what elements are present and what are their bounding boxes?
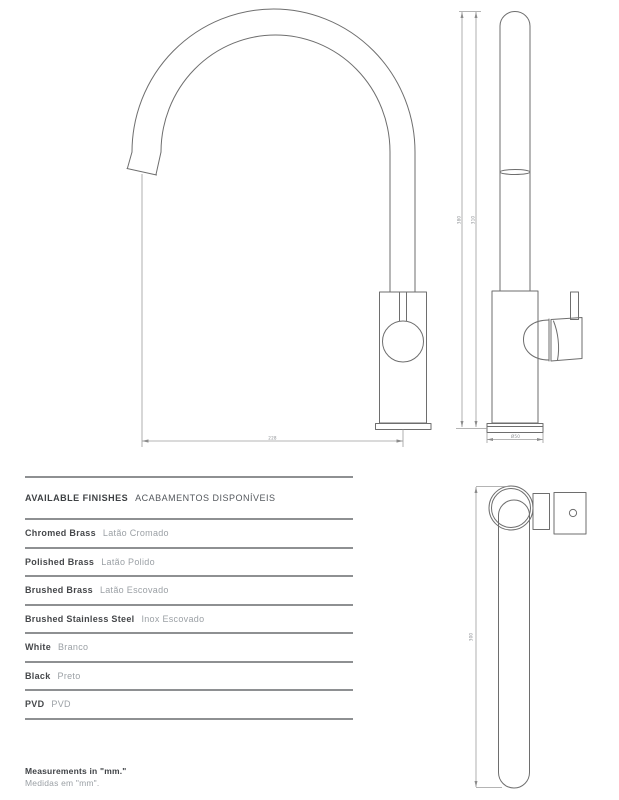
finish-name-pt: Branco <box>58 642 89 653</box>
arrowhead-right <box>397 439 404 442</box>
finish-name-en: Black <box>25 670 51 681</box>
top-view-drawing <box>489 486 586 788</box>
finish-name-pt: Latão Escovado <box>99 585 169 596</box>
finish-name-pt: Inox Escovado <box>141 613 205 624</box>
finish-name-en: White <box>25 642 51 653</box>
front-view-dimensions <box>142 174 403 447</box>
arrowhead-left <box>142 439 149 442</box>
finish-name-en: Polished Brass <box>25 556 95 567</box>
front-view-drawing <box>127 9 431 430</box>
spout-height-dimension-label: 310 <box>470 215 476 225</box>
arrowhead-down <box>475 421 478 427</box>
finish-row <box>25 604 353 633</box>
valve-body-outline <box>380 292 427 423</box>
side-view-drawing <box>487 12 582 433</box>
handle-bracket-outline <box>533 494 550 530</box>
side-base-flange-outline <box>487 424 543 433</box>
spout-tip-outline <box>127 152 161 175</box>
finish-name-pt: Preto <box>57 670 81 681</box>
finish-row <box>25 661 353 690</box>
spout-tube-outline <box>500 12 530 292</box>
handle-neck-curve <box>554 321 559 360</box>
finishes-table <box>25 476 353 720</box>
handle-joint-circle <box>383 321 424 362</box>
handle-end-square <box>554 493 586 535</box>
handle-tip-stub <box>571 292 579 320</box>
top-length-dimension-label: 300 <box>468 632 474 642</box>
handle-lever-outline <box>551 318 582 362</box>
spout-arch-outer-line <box>132 9 415 292</box>
finishes-header <box>25 476 353 518</box>
handle-boss-curve <box>524 320 550 360</box>
finishes-title-en: AVAILABLE FINISHES <box>25 493 129 503</box>
finish-row <box>25 632 353 661</box>
length-dimension-ticks <box>476 487 510 788</box>
finishes-title-pt: ACABAMENTOS DISPONÍVEIS <box>135 493 276 503</box>
tube-seam-line <box>500 170 530 175</box>
spout-arch-inner-line <box>161 35 390 292</box>
arrowhead-up <box>475 487 478 493</box>
finish-name-en: Chromed Brass <box>25 528 96 539</box>
arrowhead-up <box>461 12 464 18</box>
cartridge-stem-lines <box>400 292 407 321</box>
arrowhead-right <box>537 438 543 441</box>
arrowhead-down <box>461 421 464 427</box>
finish-row <box>25 518 353 547</box>
measurement-note <box>25 766 127 789</box>
finish-row <box>25 689 353 718</box>
finish-name-en: Brushed Brass <box>25 585 93 596</box>
finish-name-pt: Latão Cromado <box>102 528 169 539</box>
measurement-note-en: Measurements in "mm." <box>25 766 127 776</box>
arrowhead-left <box>487 438 493 441</box>
top-view-dimensions <box>469 487 511 788</box>
total-height-dimension-label: 380 <box>456 215 462 225</box>
side-body-outline <box>492 291 538 423</box>
finish-name-en: PVD <box>25 699 45 710</box>
finish-name-pt: Latão Polido <box>101 556 155 567</box>
handle-screw-hole <box>569 509 576 516</box>
measurement-note-pt: Medidas em "mm". <box>25 777 100 788</box>
finish-name-en: Brushed Stainless Steel <box>25 613 135 624</box>
finish-row <box>25 547 353 576</box>
extension-lines <box>142 174 403 447</box>
base-outer-circle <box>489 486 533 530</box>
spout-reach-dimension-label: 228 <box>268 435 277 441</box>
base-flange-outline <box>376 424 432 430</box>
arrowhead-up <box>475 12 478 18</box>
finish-name-pt: PVD <box>51 699 71 710</box>
base-diameter-dimension-label: Ø50 <box>510 434 521 439</box>
arrowhead-down <box>475 781 478 787</box>
spout-top-view-outline <box>499 500 530 788</box>
base-inner-circle <box>492 489 531 528</box>
finish-row <box>25 575 353 604</box>
